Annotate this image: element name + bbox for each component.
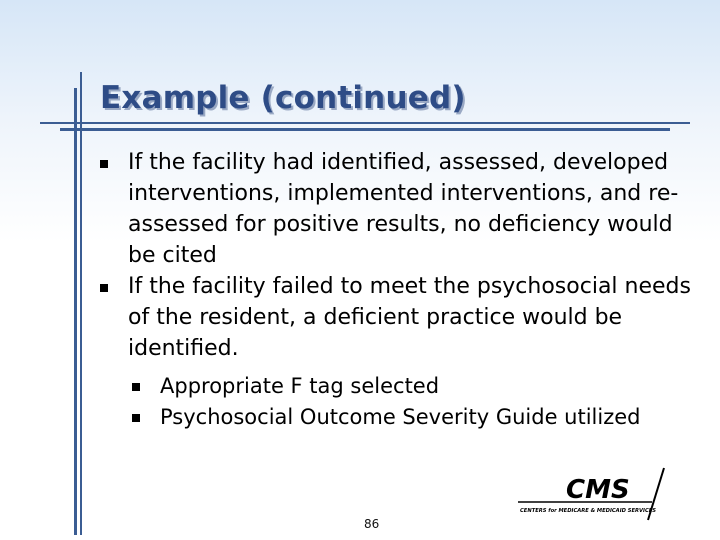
bullet-text: If the facility failed to meet the psychosocial needs of the resident, a deficient practice would be identified. — [128, 274, 691, 361]
logo-wordmark: CMS — [566, 475, 630, 505]
page-number: 86 — [364, 517, 380, 531]
square-bullet-icon — [132, 383, 140, 391]
logo-tagline: CENTERS for MEDICARE & MEDICAID SERVICES — [520, 508, 657, 514]
slide-title: Example (continued) — [100, 80, 466, 116]
sub-bullet-list — [132, 371, 700, 433]
bullet-item — [100, 271, 700, 364]
square-bullet-icon — [132, 414, 140, 422]
sub-bullet-text: Psychosocial Outcome Severity Guide utilized — [160, 405, 641, 429]
title-rule-horizontal-2 — [60, 128, 670, 131]
sub-bullet-item — [132, 371, 700, 402]
bullet-item — [100, 147, 700, 271]
bullet-list — [100, 147, 700, 433]
left-rule-vertical-2 — [80, 72, 82, 535]
sub-bullet-item — [132, 402, 700, 433]
title-rule-horizontal-1 — [40, 122, 690, 124]
cms-logo — [514, 466, 674, 522]
bullet-text: If the facility had identified, assessed, developed interventions, implemented interventions, and re-assessed for positive results, no deficiency would be cited — [128, 150, 679, 268]
left-rule-vertical-1 — [74, 88, 77, 535]
square-bullet-icon — [100, 284, 108, 292]
sub-bullet-text: Appropriate F tag selected — [160, 374, 440, 398]
square-bullet-icon — [100, 160, 108, 168]
